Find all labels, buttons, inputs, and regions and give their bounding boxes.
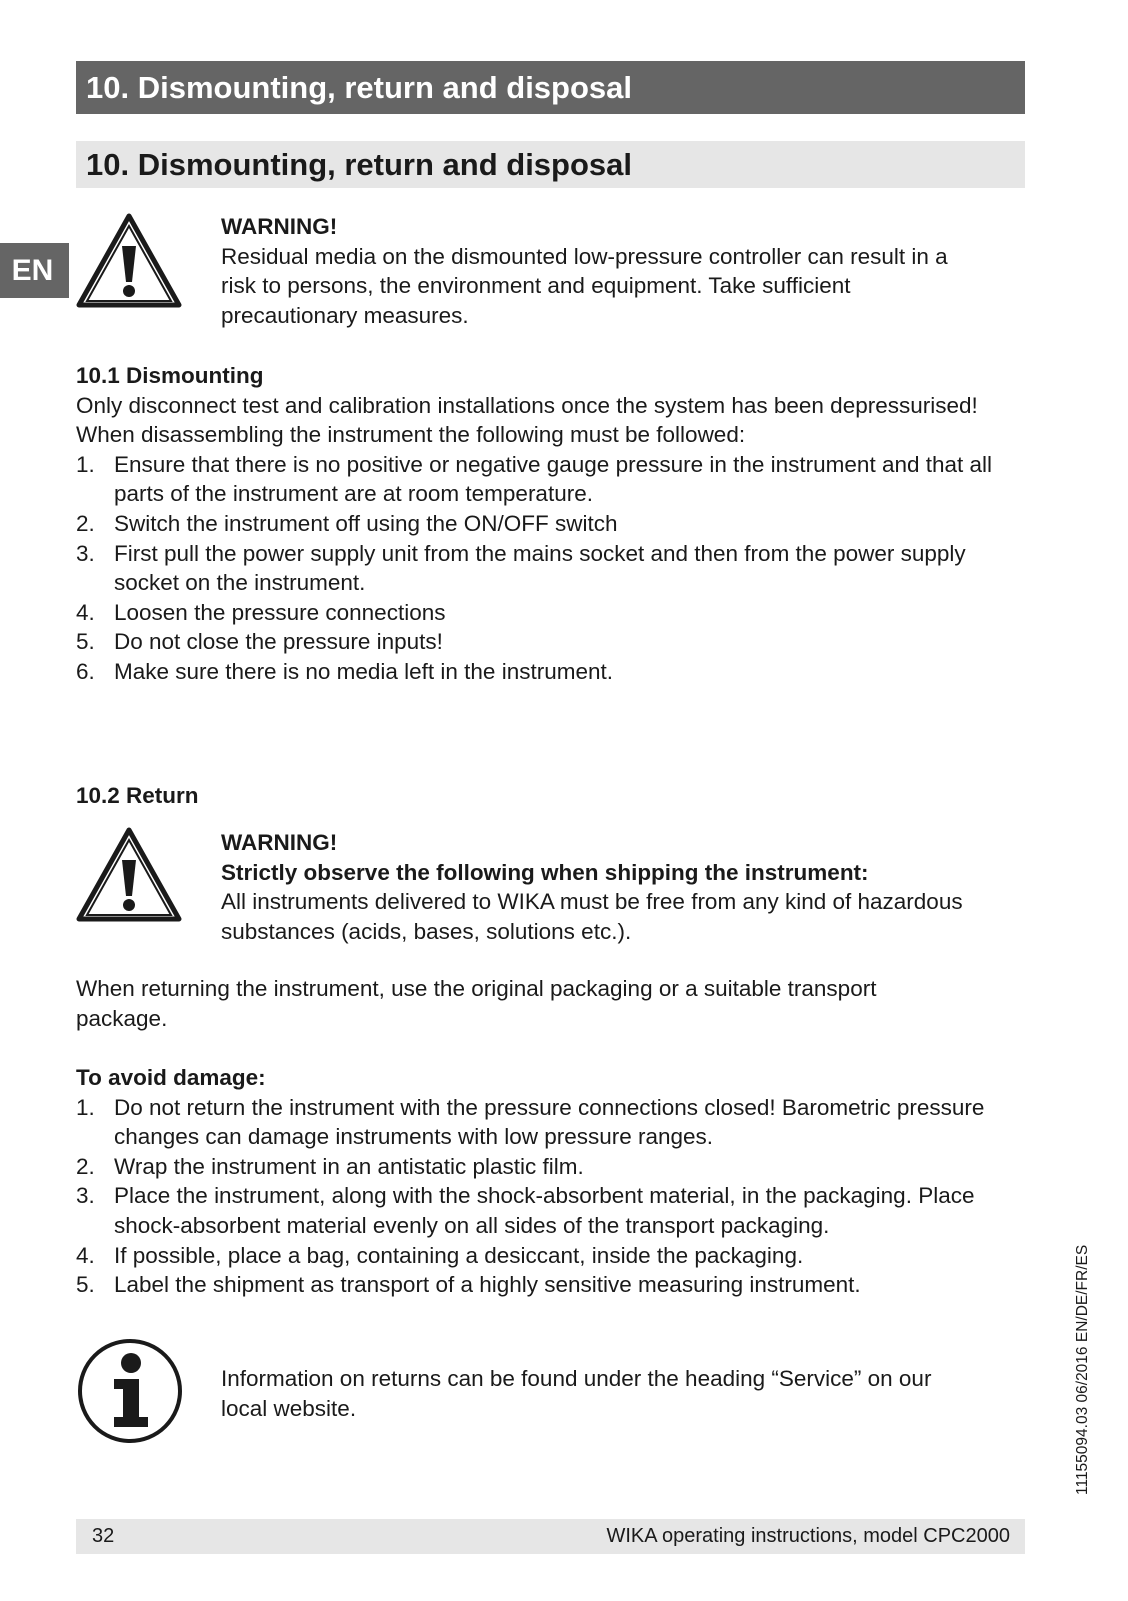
warning-heading: WARNING! — [221, 830, 338, 855]
section-title: 10. Dismounting, return and disposal — [76, 141, 1025, 188]
list-item: 6. Make sure there is no media left in the instrument. — [76, 658, 613, 684]
list-item: 1. Do not return the instrument with the pressure connections closed! Barometric pressure changes can damage instruments with low pressure ranges. — [76, 1094, 985, 1150]
list-item: 3. First pull the power supply unit from the mains socket and then from the power supply socket on the instrument. — [76, 540, 966, 596]
page-number: 32 — [92, 1525, 115, 1547]
warning-triangle-icon — [75, 826, 183, 924]
warning-triangle-icon — [75, 212, 183, 310]
warning-subheading: Strictly observe the following when shipping the instrument: — [221, 859, 869, 885]
language-tab: EN — [0, 243, 69, 298]
list-item: 4. If possible, place a bag, containing a desiccant, inside the packaging. — [76, 1242, 804, 1268]
dismounting-section — [76, 361, 1016, 687]
dismounting-intro-2: When disassembling the instrument the following must be followed: — [76, 422, 746, 448]
dismounting-steps — [76, 450, 1016, 687]
list-item: 5. Label the shipment as transport of a highly sensitive measuring instrument. — [76, 1272, 861, 1298]
warning-text: All instruments delivered to WIKA must be free from any kind of hazardous substances (acids, bases, solutions etc.). — [221, 889, 963, 944]
footer — [76, 1519, 1025, 1554]
warning-heading: WARNING! — [221, 214, 338, 239]
list-item: 4. Loosen the pressure connections — [76, 599, 446, 625]
list-item: 5. Do not close the pressure inputs! — [76, 629, 443, 655]
list-item: 3. Place the instrument, along with the shock-absorbent material, in the packaging. Place shock-absorbent material evenly on all sides of the transport packaging. — [76, 1183, 975, 1238]
avoid-damage-section — [76, 1063, 1016, 1300]
warning-block-1 — [221, 212, 981, 330]
warning-block-2 — [221, 828, 1011, 946]
avoid-damage-heading: To avoid damage: — [76, 1065, 266, 1090]
warning-text: Residual media on the dismounted low-pressure controller can result in a risk to persons, the environment and equipment. Take sufficient precautionary measures. — [221, 243, 948, 328]
dismounting-intro: Only disconnect test and calibration installations once the system has been depressurised! — [76, 392, 978, 418]
list-item: 2. Wrap the instrument in an antistatic plastic film. — [76, 1153, 584, 1179]
document-code: 11155094.03 06/2016 EN/DE/FR/ES — [1074, 1244, 1091, 1495]
chapter-banner: 10. Dismounting, return and disposal — [76, 61, 1025, 114]
info-text: Information on returns can be found under the heading “Service” on our local website. — [221, 1366, 932, 1421]
packaging-text: When returning the instrument, use the original packaging or a suitable transport package. — [76, 976, 877, 1031]
info-icon — [76, 1337, 184, 1445]
return-steps — [76, 1093, 1016, 1300]
list-item: 1. Ensure that there is no positive or negative gauge pressure in the instrument and that all parts of the instrument are at room temperature. — [76, 451, 993, 507]
list-item: 2. Switch the instrument off using the ON/OFF switch — [76, 510, 618, 536]
return-heading: 10.2 Return — [76, 783, 199, 808]
footer-title: WIKA operating instructions, model CPC2000 — [606, 1525, 1010, 1547]
dismounting-heading: 10.1 Dismounting — [76, 363, 264, 388]
